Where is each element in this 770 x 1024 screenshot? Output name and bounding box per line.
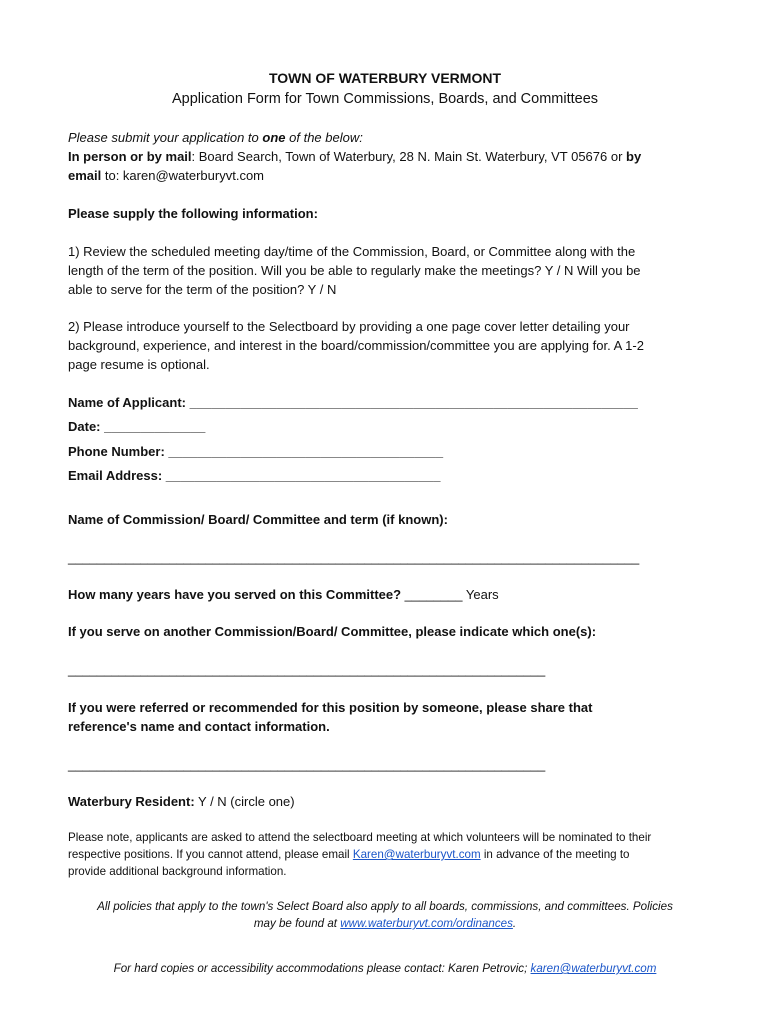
item2-line2: background, experience, and interest in the board/commission/committee you are applying for. A 1-2 bbox=[68, 338, 644, 353]
submit-intro-text: Please submit your application to bbox=[68, 130, 263, 145]
submit-email-line bbox=[68, 166, 264, 185]
policy-note-text: may be found at bbox=[253, 917, 341, 930]
submit-email-address: to: karen@waterburyvt.com bbox=[101, 168, 265, 183]
submit-intro-tail: of the below: bbox=[285, 130, 363, 145]
page-title: TOWN OF WATERBURY VERMONT bbox=[268, 70, 502, 86]
contact-note-text: For hard copies or accessibility accommodations please contact: Karen Petrovic; bbox=[113, 962, 531, 975]
years-served-label: How many years have you served on this Committee? bbox=[68, 587, 405, 602]
page-subtitle: Application Form for Town Commissions, Boards, and Committees bbox=[171, 91, 599, 107]
applicant-name-field[interactable]: Name of Applicant: ______________________________________________________________ bbox=[68, 395, 638, 410]
email-field[interactable]: Email Address: ______________________________________ bbox=[68, 468, 441, 483]
resident-options[interactable]: Y / N (circle one) bbox=[194, 794, 295, 809]
resident-label: Waterbury Resident: bbox=[68, 794, 195, 809]
policy-note-line1: All policies that apply to the town's Select Board also apply to all boards, commissions, and committees. Policies bbox=[97, 900, 673, 913]
resident-row bbox=[68, 792, 295, 811]
commission-label: Name of Commission/ Board/ Committee and term (if known): bbox=[68, 512, 448, 527]
item1-line2: length of the term of the position. Will you be able to regularly make the meetings? Y / N Will you be bbox=[68, 263, 641, 278]
attend-note-line2 bbox=[68, 846, 630, 863]
years-served-input[interactable]: ________ bbox=[404, 587, 466, 602]
item1-line1: 1) Review the scheduled meeting day/time of the Commission, Board, or Committee along with the bbox=[68, 244, 636, 259]
referral-label-line1: If you were referred or recommended for this position by someone, please share that bbox=[68, 700, 593, 715]
submit-intro-emphasis: one bbox=[262, 130, 286, 145]
ordinances-link[interactable]: www.waterburyvt.com/ordinances bbox=[340, 917, 513, 930]
other-commission-input-line[interactable]: __________________________________________________________________ bbox=[68, 662, 546, 677]
phone-field[interactable]: Phone Number: ______________________________________ bbox=[68, 444, 444, 459]
attend-note-line3: provide additional background information. bbox=[68, 865, 287, 878]
years-unit: Years bbox=[465, 587, 499, 602]
commission-input-line[interactable]: _______________________________________________________________________________ bbox=[68, 550, 640, 565]
contact-note bbox=[0, 960, 770, 977]
referral-label-line2: reference's name and contact information. bbox=[68, 719, 330, 734]
policy-note-tail: . bbox=[512, 917, 517, 930]
other-commission-label: If you serve on another Commission/Board/ Committee, please indicate which one(s): bbox=[68, 624, 597, 639]
karen-email-link[interactable]: Karen@waterburyvt.com bbox=[352, 848, 481, 861]
policy-note-line2 bbox=[0, 915, 770, 932]
submit-intro bbox=[68, 128, 363, 147]
years-served-row bbox=[68, 585, 499, 604]
referral-input-line[interactable]: __________________________________________________________________ bbox=[68, 757, 546, 772]
mail-address: : Board Search, Town of Waterbury, 28 N. Main St. Waterbury, VT 05676 or bbox=[191, 149, 627, 164]
email-label-part1: by bbox=[626, 149, 642, 164]
attend-note-line1: Please note, applicants are asked to attend the selectboard meeting at which volunteers will be nominated to their bbox=[68, 831, 652, 844]
item2-line3: page resume is optional. bbox=[68, 357, 210, 372]
mail-label: In person or by mail bbox=[68, 149, 192, 164]
item2-line1: 2) Please introduce yourself to the Selectboard by providing a one page cover letter detailing your bbox=[68, 319, 630, 334]
info-heading: Please supply the following information: bbox=[68, 206, 318, 221]
date-field[interactable]: Date: ______________ bbox=[68, 419, 206, 434]
submit-methods bbox=[68, 147, 700, 166]
attend-note-tail: in advance of the meeting to bbox=[480, 848, 630, 861]
item1-line3: able to serve for the term of the position? Y / N bbox=[68, 282, 337, 297]
contact-email-link[interactable]: karen@waterburyvt.com bbox=[530, 962, 657, 975]
email-label-part2: email bbox=[68, 168, 102, 183]
attend-note-text: respective positions. If you cannot attend, please email bbox=[68, 848, 353, 861]
